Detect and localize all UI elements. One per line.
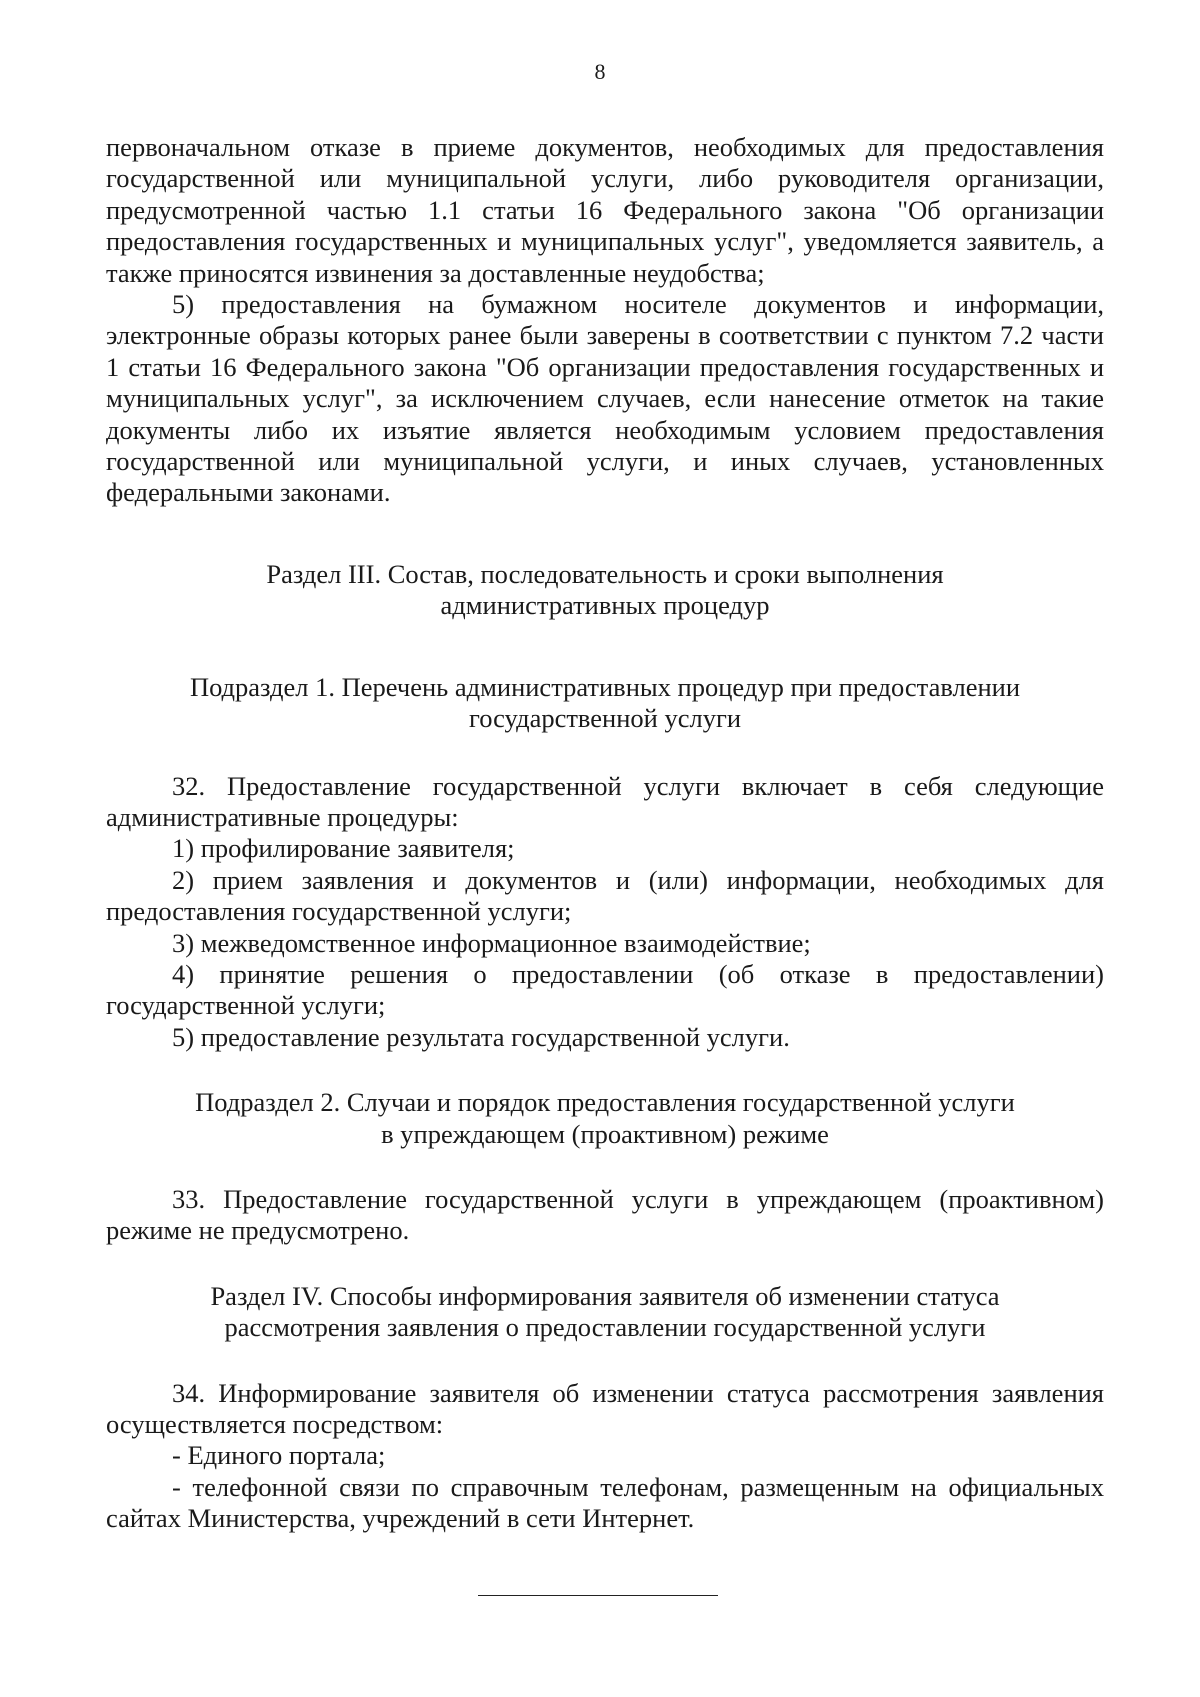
paragraph-32-item-3: 3) межведомственное информационное взаимодействие; — [172, 927, 811, 958]
paragraph-32: 32. Предоставление государственной услуги включает в себя следующие административные процедуры: — [106, 770, 1104, 832]
paragraph-32-item-4: 4) принятие решения о предоставлении (об отказе в предоставлении) государственной услуги; — [106, 958, 1104, 1021]
paragraph-32-item-5: 5) предоставление результата государственной услуги. — [172, 1021, 790, 1052]
paragraph-item-5: 5) предоставления на бумажном носителе документов и информации, электронные образы которых ранее были заверены в соответствии с пунктом 7.2 части 1 статьи 16 Федерального закона "Об организации предоставления государственных и муниципальных услуг", за исключением случаев, если нанесение отметок на такие документы либо их изъятие является необходимым условием предоставления государственной или муниципальной услуги, и иных случаев, установленных федеральными законами. — [106, 289, 1104, 508]
paragraph-32-item-2: 2) прием заявления и документов и (или) информации, необходимых для предоставления государственной услуги; — [106, 864, 1104, 927]
paragraph-34-item-2: - телефонной связи по справочным телефонам, размещенным на официальных сайтах Министерства, учреждений в сети Интернет. — [106, 1471, 1104, 1534]
subsection-1-heading-line-2: государственной услуги — [468, 703, 742, 734]
paragraph-32-item-1: 1) профилирование заявителя; — [172, 833, 515, 864]
document-body — [106, 132, 1104, 1535]
end-of-document-rule — [478, 1595, 718, 1596]
paragraph-33: 33. Предоставление государственной услуги в упреждающем (проактивном) режиме не предусмотрено. — [106, 1183, 1104, 1246]
paragraph-34: 34. Информирование заявителя об изменении статуса рассмотрения заявления осуществляется посредством: — [106, 1377, 1104, 1439]
section-4-heading-line-1: Раздел IV. Способы информирования заявителя об изменении статуса — [210, 1280, 1000, 1311]
section-3-heading — [106, 559, 1104, 622]
subsection-2-heading — [106, 1087, 1104, 1150]
subsection-2-heading-line-1: Подраздел 2. Случаи и порядок предоставления государственной услуги — [195, 1087, 1015, 1118]
section-4-heading — [106, 1281, 1104, 1344]
paragraph-intro: первоначальном отказе в приеме документов, необходимых для предоставления государственной или муниципальной услуги, либо руководителя организации, предусмотренной частью 1.1 статьи 16 Федерального закона "Об организации предоставления государственных и муниципальных услуг", уведомляется заявитель, а также приносятся извинения за доставленные неудобства; — [106, 132, 1104, 288]
section-3-heading-line-2: административных процедур — [440, 590, 770, 621]
page-number: 8 — [594, 59, 606, 84]
subsection-1-heading — [106, 672, 1104, 735]
subsection-2-heading-line-2: в упреждающем (проактивном) режиме — [381, 1118, 829, 1149]
section-4-heading-line-2: рассмотрения заявления о предоставлении государственной услуги — [224, 1312, 986, 1343]
paragraph-34-item-1: - Единого портала; — [172, 1440, 386, 1471]
subsection-1-heading-line-1: Подраздел 1. Перечень административных процедур при предоставлении — [189, 671, 1021, 702]
section-3-heading-line-1: Раздел III. Состав, последовательность и сроки выполнения — [266, 558, 944, 589]
